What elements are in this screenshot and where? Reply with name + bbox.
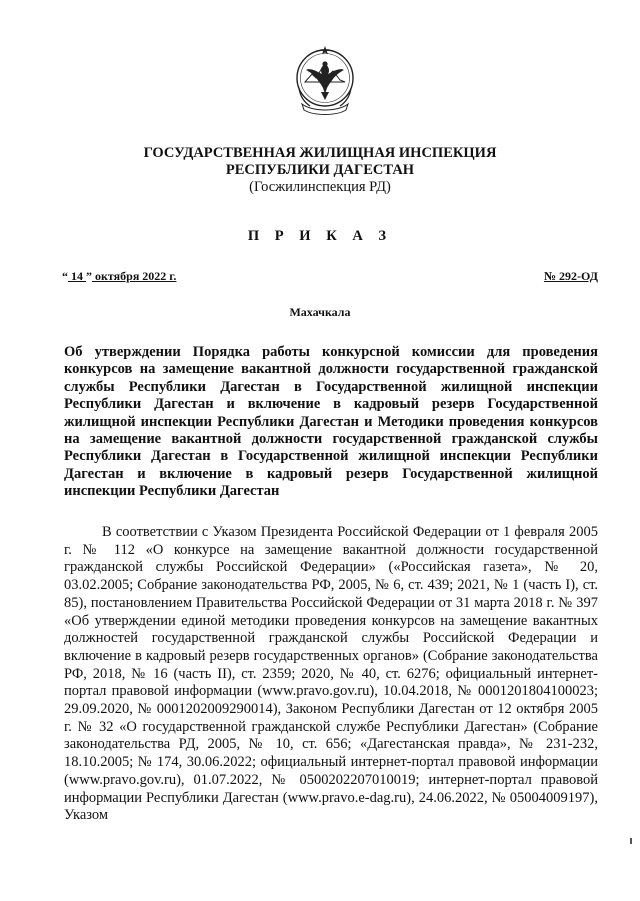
- date-open-quote: “: [62, 269, 68, 283]
- order-body-paragraph: В соответствии с Указом Президента Российской Федерации от 1 февраля 2005 г. № 112 «О конкурсе на замещение вакантной должности государственной гражданской службы Российской Федерации» («Российская газета», № 20, 03.02.2005; Собрание законодательства РФ, 2005, № 6, ст. 439; 2021, № 1 (часть I), ст. 85), постановлением Правительства Российской Федерации от 31 марта 2018 г. № 397 «Об утверждении единой методики проведения конкурсов на замещение вакантных должностей государственной гражданской службы Российской Федерации и включение в кадровый резерв государственных органов» (Собрание законодательства РФ, 2018, № 16 (часть II), ст. 2359; 2020, № 40, ст. 6276; официальный интернет-портал правовой информации (www.pravo.gov.ru), 10.04.2018, № 0001201804100023; 29.09.2020, № 0001202009290014), Законом Республики Дагестан от 12 октября 2005 г. № 32 «О государственной гражданской службе Республики Дагестан» (Собрание законодательства РД, 2005, № 10, ст. 656; «Дагестанская правда», № 231-232, 18.10.2005; № 174, 30.06.2022; официальный интернет-портал правовой информации (www.pravo.gov.ru), 01.07.2022, № 0500202207010019; интернет-портал правовой информации Республики Дагестан (www.pravo.e-dag.ru), 24.06.2022, № 05004009197), Указом: [64, 524, 598, 824]
- date-month-year: октября 2022 г.: [92, 269, 177, 283]
- document-type: П Р И К А З: [247, 228, 393, 244]
- organization-name: [60, 145, 580, 179]
- order-number: № 292-ОД: [543, 269, 598, 283]
- date-day: 14: [68, 269, 86, 283]
- date-close-quote: ”: [86, 269, 92, 283]
- order-date: [62, 269, 176, 284]
- organization-name-line1: ГОСУДАРСТВЕННАЯ ЖИЛИЩНАЯ ИНСПЕКЦИЯ: [143, 145, 497, 161]
- organization-short-name: (Госжилинспекция РД): [249, 179, 391, 195]
- coat-of-arms-icon: [292, 44, 358, 120]
- order-subject: Об утверждении Порядка работы конкурсной комиссии для проведения конкурсов на замещение вакантной должности государственной гражданской службы Республики Дагестан в Государственной жилищной инспекции Республики Дагестан и включение в кадровый резерв Государственной жилищной инспекции Республики Дагестан и Методики проведения конкурсов на замещение вакантной должности государственной гражданской службы Республики Дагестан в Государственной жилищной инспекции Республики Дагестан и включение в кадровый резерв Государственной жилищной инспекции Республики Дагестан: [64, 344, 598, 500]
- order-city: Махачкала: [289, 305, 351, 319]
- organization-name-line2: РЕСПУБЛИКИ ДАГЕСТАН: [225, 162, 415, 178]
- scan-artifact: [630, 838, 632, 844]
